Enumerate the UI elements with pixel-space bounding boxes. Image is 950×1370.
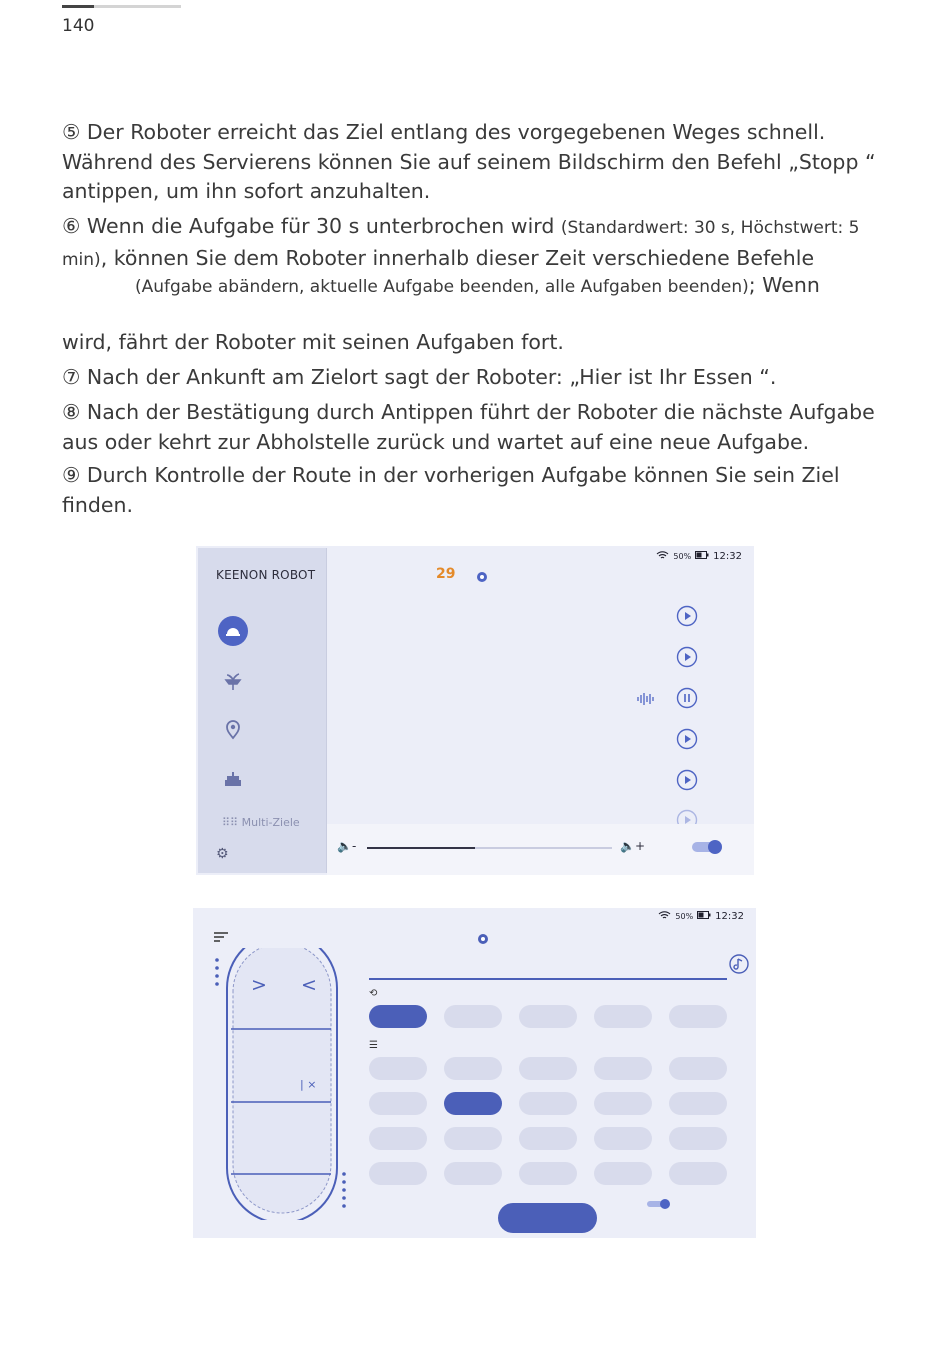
- table-button[interactable]: [519, 1057, 577, 1080]
- battery-percent: 50%: [675, 912, 694, 921]
- serving-dome-icon: [218, 616, 248, 646]
- table-button[interactable]: [444, 1092, 502, 1115]
- step-6-rest: , können Sie dem Roboter innerhalb dieser Zeit verschiedene Befehle: [100, 245, 815, 270]
- table-button[interactable]: [369, 1162, 427, 1185]
- pause-icon: [676, 687, 698, 709]
- queue-count: 29: [436, 566, 456, 582]
- toggle-knob: [708, 840, 722, 854]
- table-button[interactable]: [519, 1092, 577, 1115]
- page-progress-fill: [62, 5, 94, 8]
- volume-up-icon[interactable]: 🔈+: [620, 839, 645, 853]
- robot-icon: [477, 930, 489, 949]
- sidebar: [198, 548, 327, 873]
- paragraph-step-5: ⑤ Der Roboter erreicht das Ziel entlang des vorgegebenen Weges schnell. Während des Servierens können Sie auf seinem Bildschirm den Befehl „Stopp “ antippen, um ihn sofort anzuhalten.: [62, 120, 876, 203]
- nav-birthday[interactable]: [216, 764, 250, 794]
- table-button[interactable]: [444, 1127, 502, 1150]
- step-6-defaults: (Standardwert: 30 s, Höchstwert: 5 min): [62, 218, 860, 270]
- volume-down-icon[interactable]: 🔈-: [337, 839, 357, 853]
- play-icon: [676, 605, 698, 627]
- toggle-switch[interactable]: [692, 842, 720, 852]
- toggle-switch[interactable]: [647, 1201, 667, 1207]
- battery-icon: [695, 551, 709, 562]
- paragraph-step-7: ⑦ Nach der Ankunft am Zielort sagt der Roboter: „Hier ist Ihr Essen “.: [62, 365, 777, 389]
- table-button[interactable]: [669, 1092, 727, 1115]
- location-pin-icon: [222, 719, 244, 741]
- table-button[interactable]: [369, 1127, 427, 1150]
- table-button[interactable]: [594, 1057, 652, 1080]
- table-button[interactable]: [444, 1162, 502, 1185]
- table-button[interactable]: [519, 1162, 577, 1185]
- wifi-icon: [656, 550, 669, 563]
- brand-label: KEENON ROBOT: [216, 568, 316, 582]
- progress-line: [369, 978, 727, 980]
- table-button[interactable]: [594, 1092, 652, 1115]
- list-icon: ☰: [369, 1040, 378, 1051]
- paragraph-step-6-cont: wird, fährt der Roboter mit seinen Aufgaben fort.: [62, 330, 564, 354]
- voice-wave-icon: [636, 691, 656, 711]
- status-bar: [656, 550, 742, 563]
- play-button[interactable]: [676, 769, 698, 791]
- volume-slider-fill: [367, 847, 475, 849]
- pause-button[interactable]: [676, 687, 698, 709]
- gear-icon[interactable]: ⚙: [216, 846, 229, 862]
- history-table-button[interactable]: [369, 1005, 427, 1028]
- table-button[interactable]: [519, 1127, 577, 1150]
- nav-location[interactable]: [216, 715, 250, 745]
- clock: 12:32: [713, 551, 742, 562]
- wifi-icon: [658, 910, 671, 923]
- menu-icon[interactable]: [213, 928, 229, 947]
- history-icon: ⟲: [369, 988, 378, 999]
- music-icon[interactable]: [729, 954, 749, 978]
- music-screen-screenshot: [196, 546, 754, 875]
- play-icon: [676, 728, 698, 750]
- volume-slider[interactable]: [367, 847, 612, 849]
- table-button[interactable]: [444, 1057, 502, 1080]
- clock: 12:32: [715, 911, 744, 922]
- paragraph-step-6: [62, 212, 892, 275]
- status-bar: [658, 910, 744, 923]
- table-button[interactable]: [669, 1057, 727, 1080]
- multi-ziele-label: Multi-Ziele: [241, 816, 300, 829]
- table-button[interactable]: [669, 1127, 727, 1150]
- play-button[interactable]: [676, 605, 698, 627]
- history-table-button[interactable]: [444, 1005, 502, 1028]
- start-button[interactable]: [498, 1203, 597, 1233]
- table-button[interactable]: [669, 1162, 727, 1185]
- battery-icon: [697, 911, 711, 922]
- battery-percent: 50%: [673, 552, 692, 561]
- table-button[interactable]: [594, 1162, 652, 1185]
- play-button[interactable]: [676, 728, 698, 750]
- close-icon[interactable]: | ×: [300, 1078, 317, 1091]
- table-button[interactable]: [594, 1127, 652, 1150]
- birthday-cake-icon: [222, 768, 244, 790]
- nav-multi-ziele[interactable]: [222, 816, 300, 829]
- multi-target-screenshot: [193, 908, 756, 1238]
- paragraph-step-8: ⑧ Nach der Bestätigung durch Antippen führt der Roboter die nächste Aufgabe aus oder kehrt zur Abholstelle zurück und wartet auf eine neue Aufgabe.: [62, 400, 875, 454]
- step-6-wenn: ; Wenn: [748, 273, 820, 297]
- history-table-button[interactable]: [594, 1005, 652, 1028]
- grid-dots-icon: ⠿⠿: [222, 816, 242, 829]
- step-6-options-line: [135, 271, 895, 302]
- table-button[interactable]: [369, 1092, 427, 1115]
- direction-arrows: > <: [251, 974, 331, 996]
- play-icon: [676, 646, 698, 668]
- player-bar: [327, 824, 754, 875]
- play-icon: [676, 769, 698, 791]
- history-table-button[interactable]: [669, 1005, 727, 1028]
- step-6-options: (Aufgabe abändern, aktuelle Aufgabe beenden, alle Aufgaben beenden): [135, 277, 749, 297]
- robot-icon: [476, 568, 488, 587]
- nav-plant[interactable]: [216, 666, 250, 696]
- paragraph-step-9: ⑨ Durch Kontrolle der Route in der vorherigen Aufgabe können Sie sein Ziel finden.: [62, 463, 840, 517]
- step-6-text: ⑥ Wenn die Aufgabe für 30 s unterbrochen wird: [62, 214, 561, 238]
- page-number: 140: [62, 16, 95, 36]
- plant-icon: [222, 670, 244, 692]
- page-progress-bar: [62, 5, 181, 8]
- nav-serving[interactable]: [216, 616, 250, 646]
- play-button[interactable]: [676, 646, 698, 668]
- table-button[interactable]: [369, 1057, 427, 1080]
- toggle-knob: [660, 1199, 670, 1209]
- history-table-button[interactable]: [519, 1005, 577, 1028]
